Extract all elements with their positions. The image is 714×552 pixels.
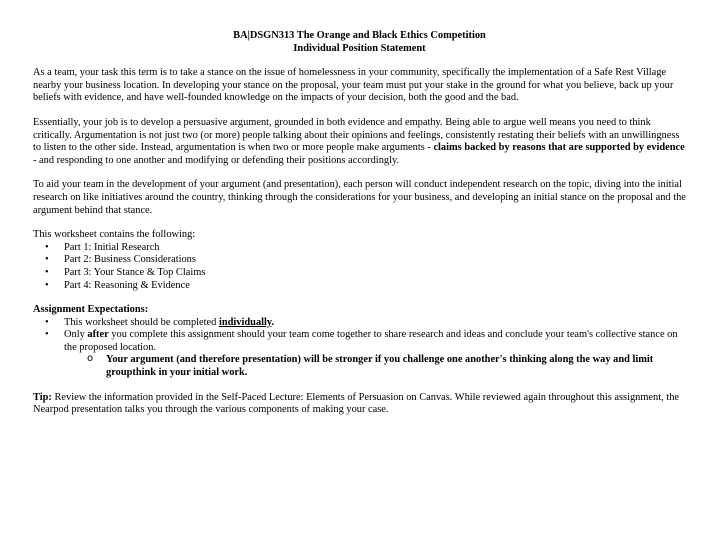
expectation-text-end: you complete this assignment should your team come together to share research and ideas and conclude your team's collective stance on the proposed location. — [64, 329, 678, 353]
part-label: Part 2: Business Considerations — [64, 254, 196, 266]
list-item — [45, 317, 686, 330]
bullet-icon: • — [45, 254, 49, 266]
circle-bullet-icon: o — [87, 353, 94, 365]
expectation-emphasis: after — [87, 329, 109, 341]
bullet-icon: • — [45, 316, 49, 328]
expectation-text-start: Only — [64, 329, 88, 341]
expectations-list — [33, 317, 686, 380]
expectation-emphasis: individually — [218, 316, 272, 328]
bullet-icon: • — [45, 329, 49, 341]
tip-label: Tip: — [33, 391, 52, 403]
sub-expectation-text: Your argument (and therefore presentation) will be stronger if you challenge one another's thinking along the way and limit groupthink in your initial work. — [106, 354, 654, 379]
expectation-text-end: . — [271, 316, 275, 328]
tip-paragraph — [33, 392, 686, 417]
tip-text: Review the information provided in the Self-Paced Lecture: Elements of Persuasion on Canvas. While reviewed again throughout this assignment, the Nearpod presentation talks you through the various components of making your case. — [33, 391, 680, 416]
parts-list — [33, 242, 686, 292]
list-item — [45, 254, 686, 267]
expectations-heading: Assignment Expectations: — [33, 304, 149, 316]
sub-expectations-list — [64, 354, 686, 379]
argument-text-start: Essentially, your job is to develop a persuasive argument, grounded in both evidence and empathy. Being able to argue well means you need to think critically. Argumentation is not just two (or more) people talking about their opinions and feelings, consistently restating their beliefs with an unwillingness to listen to the other side. Instead, argumentation is when two or more people make arguments - — [33, 116, 680, 154]
argument-emphasis: claims backed by reasons that are supported by evidence — [433, 142, 685, 154]
list-item — [87, 354, 686, 379]
document-title: BA|DSGN313 The Orange and Black Ethics Competition — [233, 30, 486, 41]
part-label: Part 1: Initial Research — [64, 241, 160, 253]
argument-text-end: - and responding to one another and modifying or defending their positions accordingly. — [33, 154, 400, 166]
argument-paragraph — [33, 117, 686, 167]
part-label: Part 3: Your Stance & Top Claims — [64, 266, 206, 278]
intro-paragraph: As a team, your task this term is to take a stance on the issue of homelessness in your community, specifically the implementation of a Safe Rest Village nearby your business location. In developing your stance on the proposal, your team must put your stake in the ground for what you believe, back up your beliefs with evidence, and have well-founded knowledge on the impacts of your decision, both the good and the bad. — [33, 67, 674, 104]
list-item — [45, 242, 686, 255]
list-item — [45, 280, 686, 293]
list-item — [45, 267, 686, 280]
research-paragraph: To aid your team in the development of your argument (and presentation), each person will conduct independent research on the topic, diving into the initial research on like initiatives around the country, thinking through the considerations for your business, and developing an initial stance on the proposal and the argument behind that stance. — [33, 179, 686, 216]
document-subtitle: Individual Position Statement — [293, 42, 426, 54]
list-item — [45, 329, 686, 379]
expectation-text-start: This worksheet should be completed — [64, 316, 219, 328]
part-label: Part 4: Reasoning & Evidence — [64, 279, 190, 291]
bullet-icon: • — [45, 266, 49, 278]
bullet-icon: • — [45, 241, 49, 253]
worksheet-intro: This worksheet contains the following: — [33, 229, 196, 241]
bullet-icon: • — [45, 279, 49, 291]
